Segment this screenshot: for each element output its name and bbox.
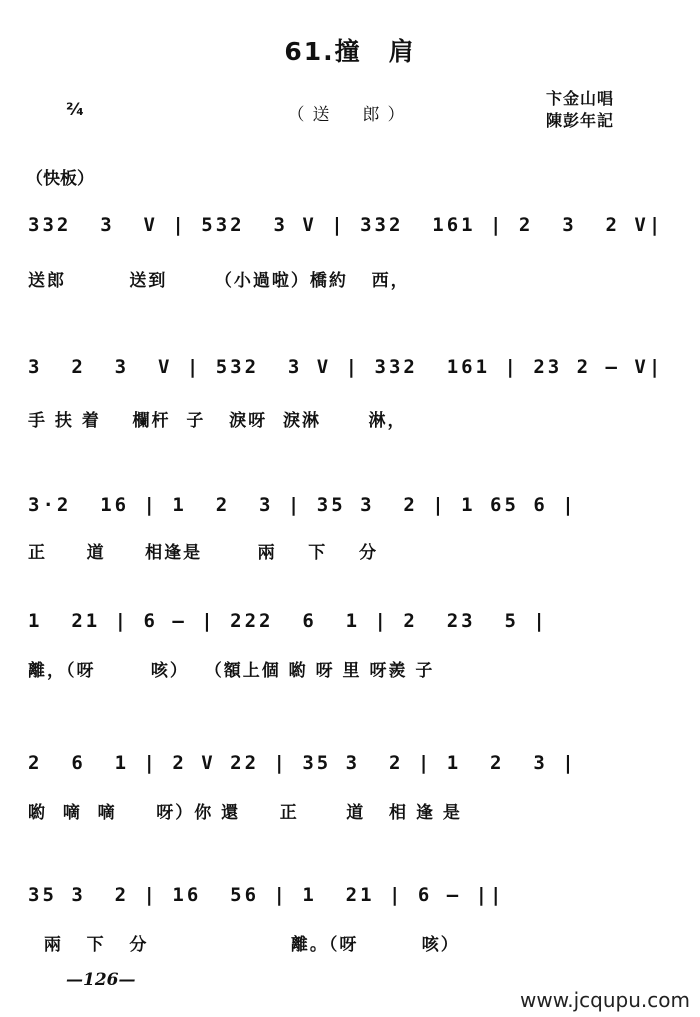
music-line-2 xyxy=(0,320,700,470)
lyric-line: 正 道 相逢是 兩 下 分 xyxy=(28,543,378,563)
lyric-line: 手 扶 着 欄杆 子 淚呀 淚淋 淋， xyxy=(28,411,407,431)
lyric-line: 兩 下 分 離。（呀 咳） xyxy=(28,935,460,955)
page-title: 61.撞 肩 xyxy=(284,37,416,66)
lyric-line: 離，（呀 咳） （額上個 喲 呀 里 呀羨 子 xyxy=(28,661,435,681)
music-line-5 xyxy=(0,710,700,860)
notation-line: 3·2 16 | 1 2 3 | 35 3 2 | 1 65 6 | xyxy=(28,494,577,516)
lyric-line: 送郎 送到 （小過啦）橋約 西， xyxy=(28,271,410,291)
notation-line: 332 3 V | 532 3 V | 332 161 | 2 3 2 V| xyxy=(28,214,664,236)
credit-transcriber: 陳彭年記 xyxy=(546,111,615,130)
lyric-line: 喲 嘀 嘀 呀）你 還 正 道 相 逢 是 xyxy=(28,803,462,823)
credit-singer: 卞金山唱 xyxy=(546,89,615,108)
tempo-marking: （快板） xyxy=(26,169,94,189)
notation-line: 1 21 | 6 — | 222 6 1 | 2 23 5 | xyxy=(28,610,548,632)
watermark: www.jcqupu.com xyxy=(520,988,690,1012)
page-number: —126— xyxy=(66,970,136,990)
notation-line: 2 6 1 | 2 V 22 | 35 3 2 | 1 2 3 | xyxy=(28,752,577,774)
subtitle: （送 郎） xyxy=(287,105,413,125)
notation-line: 3 2 3 V | 532 3 V | 332 161 | 23 2 — V| xyxy=(28,356,664,378)
time-signature: ²⁄₄ xyxy=(66,100,84,120)
notation-line: 35 3 2 | 16 56 | 1 21 | 6 — || xyxy=(28,884,505,906)
